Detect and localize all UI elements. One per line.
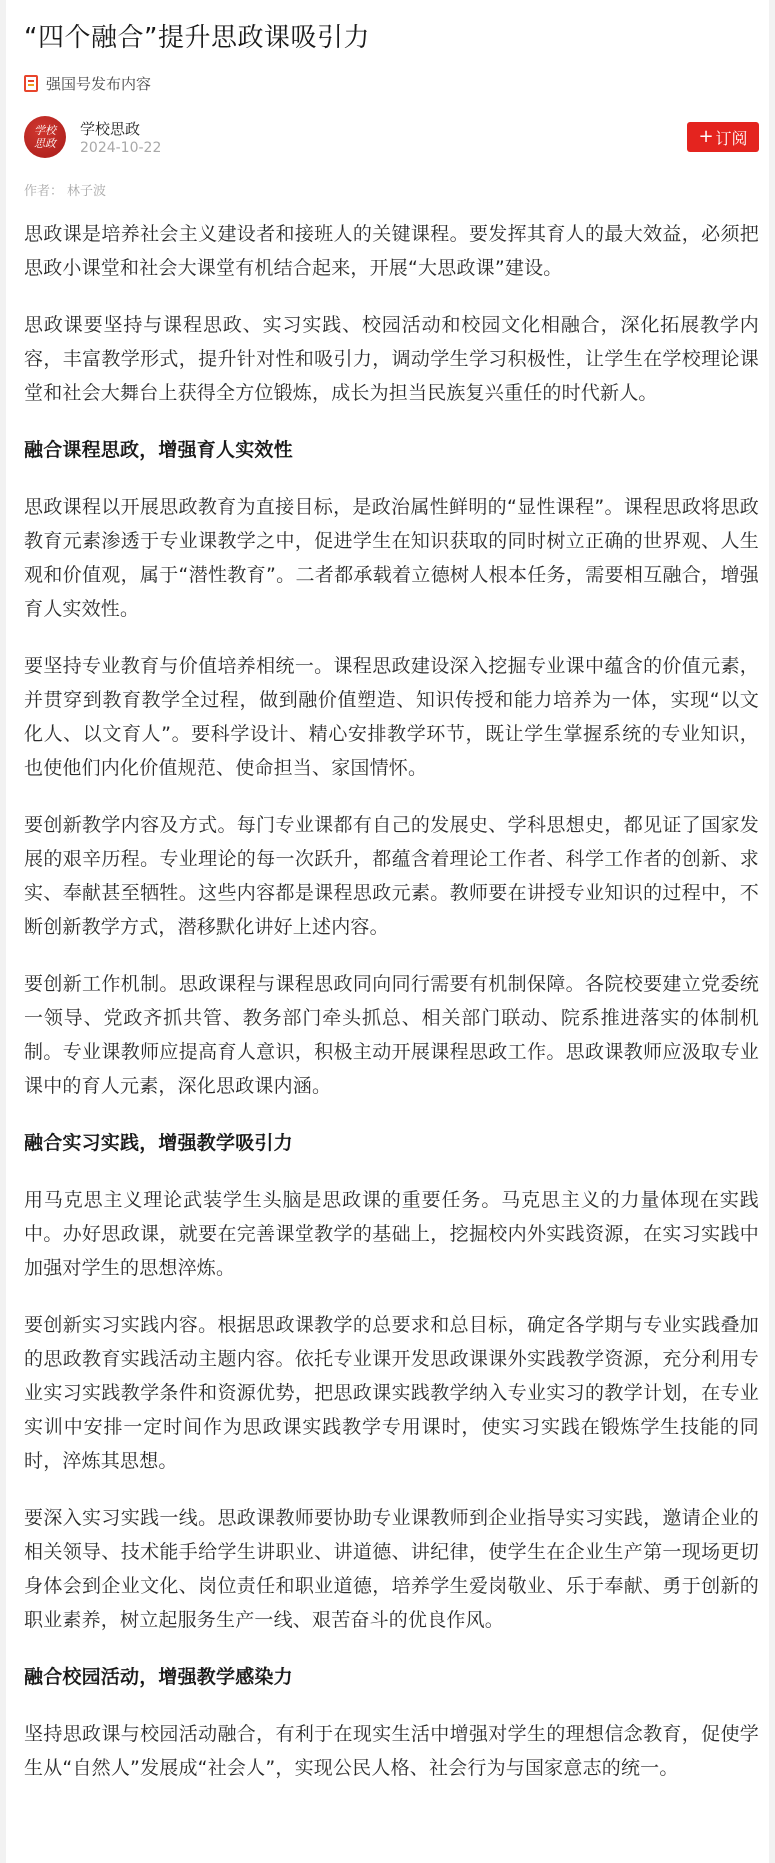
section-heading: 融合校园活动，增强教学感染力 <box>24 1666 293 1688</box>
article-paragraph: 思政课程以开展思政教育为直接目标，是政治属性鲜明的“显性课程”。课程思政将思政教育元素渗透于专业课教学之中，促进学生在知识获取的同时树立正确的世界观、人生观和价值观，属于“潜性教育”。二者都承载着立德树人根本任务，需要相互融合，增强育人实效性。 <box>24 496 759 620</box>
article-paragraph: 要创新教学内容及方式。每门专业课都有自己的发展史、学科思想史，都见证了国家发展的艰辛历程。专业理论的每一次跃升，都蕴含着理论工作者、科学工作者的创新、求实、奉献甚至牺牲。这些内容都是课程思政元素。教师要在讲授专业知识的过程中，不断创新教学方式，潜移默化讲好上述内容。 <box>24 814 759 938</box>
article-paragraph: 坚持思政课与校园活动融合，有利于在现实生活中增强对学生的理想信念教育，促使学生从“自然人”发展成“社会人”，实现公民人格、社会行为与国家意志的统一。 <box>24 1723 759 1779</box>
section-heading: 融合课程思政，增强育人实效性 <box>24 439 293 461</box>
article-paragraph: 要创新实习实践内容。根据思政课教学的总要求和总目标，确定各学期与专业实践叠加的思政教育实践活动主题内容。依托专业课开发思政课课外实践教学资源，充分利用专业实习实践教学条件和资源优势，把思政课实践教学纳入专业实习的教学计划，在专业实训中安排一定时间作为思政课实践教学专用课时，使实习实践在锻炼学生技能的同时，淬炼其思想。 <box>24 1314 759 1472</box>
article-body <box>24 217 759 1785</box>
article-paragraph: 要创新工作机制。思政课程与课程思政同向同行需要有机制保障。各院校要建立党委统一领导、党政齐抓共管、教务部门牵头抓总、相关部门联动、院系推进落实的体制机制。专业课教师应提高育人意识，积极主动开展课程思政工作。思政课教师应汲取专业课中的育人元素，深化思政课内涵。 <box>24 973 759 1097</box>
source-row <box>24 72 759 94</box>
source-label: 强国号发布内容 <box>46 74 152 93</box>
article-paragraph: 思政课要坚持与课程思政、实习实践、校园活动和校园文化相融合，深化拓展教学内容，丰富教学形式，提升针对性和吸引力，调动学生学习积极性，让学生在学校理论课堂和社会大舞台上获得全方位锻炼，成长为担当民族复兴重任的时代新人。 <box>24 314 759 404</box>
article-page <box>6 0 769 1863</box>
plus-icon: + <box>698 126 714 147</box>
subscribe-button[interactable] <box>687 122 759 152</box>
article-title: “四个融合”提升思政课吸引力 <box>24 23 370 53</box>
article-container <box>24 0 759 1808</box>
publisher-row <box>24 116 759 162</box>
publish-date: 2024-10-22 <box>80 140 162 156</box>
publisher-avatar[interactable] <box>24 116 66 158</box>
subscribe-label: 订阅 <box>715 128 748 148</box>
byline-label: 作者： <box>24 184 64 199</box>
article-paragraph: 要坚持专业教育与价值培养相统一。课程思政建设深入挖掘专业课中蕴含的价值元素，并贯穿到教育教学全过程，做到融价值塑造、知识传授和能力培养为一体，实现“以文化人、以文育人”。要科学设计、精心安排教学环节，既让学生掌握系统的专业知识，也使他们内化价值规范、使命担当、家国情怀。 <box>24 655 759 779</box>
byline-author: 林子波 <box>67 184 107 199</box>
document-icon <box>24 75 38 92</box>
section-heading: 融合实习实践，增强教学吸引力 <box>24 1132 293 1154</box>
publisher-name[interactable]: 学校思政 <box>80 120 141 138</box>
avatar-text: 学校思政 <box>34 124 56 150</box>
article-paragraph: 要深入实习实践一线。思政课教师要协助专业课教师到企业指导实习实践，邀请企业的相关领导、技术能手给学生讲职业、讲道德、讲纪律，使学生在企业生产第一现场更切身体会到企业文化、岗位责任和职业道德，培养学生爱岗敬业、乐于奉献、勇于创新的职业素养，树立起服务生产一线、艰苦奋斗的优良作风。 <box>24 1507 759 1631</box>
article-paragraph: 用马克思主义理论武装学生头脑是思政课的重要任务。马克思主义的力量体现在实践中。办好思政课，就要在完善课堂教学的基础上，挖掘校内外实践资源，在实习实践中加强对学生的思想淬炼。 <box>24 1189 759 1279</box>
byline <box>24 180 759 199</box>
article-paragraph: 思政课是培养社会主义建设者和接班人的关键课程。要发挥其育人的最大效益，必须把思政小课堂和社会大课堂有机结合起来，开展“大思政课”建设。 <box>24 223 759 279</box>
